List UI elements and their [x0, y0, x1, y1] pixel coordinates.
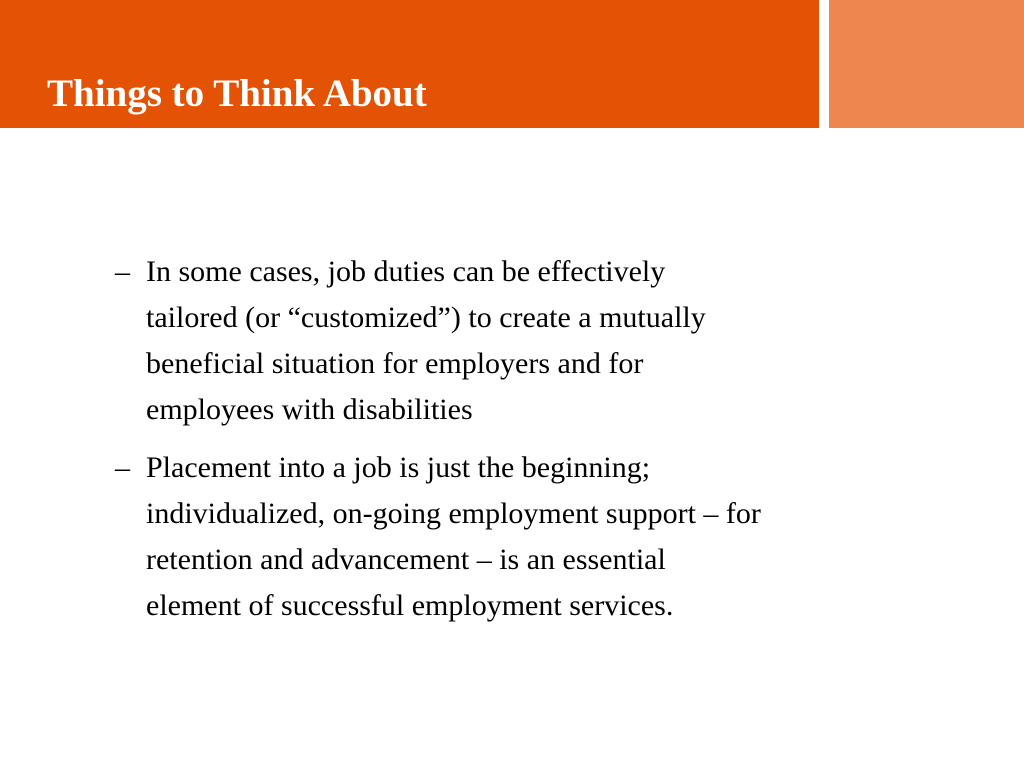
bullet-line: beneficial situation for employers and for	[146, 347, 644, 380]
bullet-dash: –	[115, 255, 130, 288]
bullet-line: element of successful employment services.	[146, 589, 674, 622]
bullet-line: tailored (or “customized”) to create a mutually	[146, 301, 706, 334]
title-bar-accent-block	[829, 0, 1024, 128]
bullet-line: employees with disabilities	[146, 393, 473, 426]
slide-title: Things to Think About	[47, 72, 427, 115]
bullet-line: individualized, on-going employment support – for	[146, 497, 761, 530]
bullet-dash: –	[115, 451, 130, 484]
bullet-item	[115, 445, 975, 629]
bullet-line: Placement into a job is just the beginning;	[146, 451, 651, 484]
bullet-list	[115, 249, 975, 641]
bullet-item	[115, 249, 975, 433]
bullet-line: retention and advancement – is an essential	[146, 543, 666, 576]
bullet-line: In some cases, job duties can be effectively	[146, 255, 666, 288]
